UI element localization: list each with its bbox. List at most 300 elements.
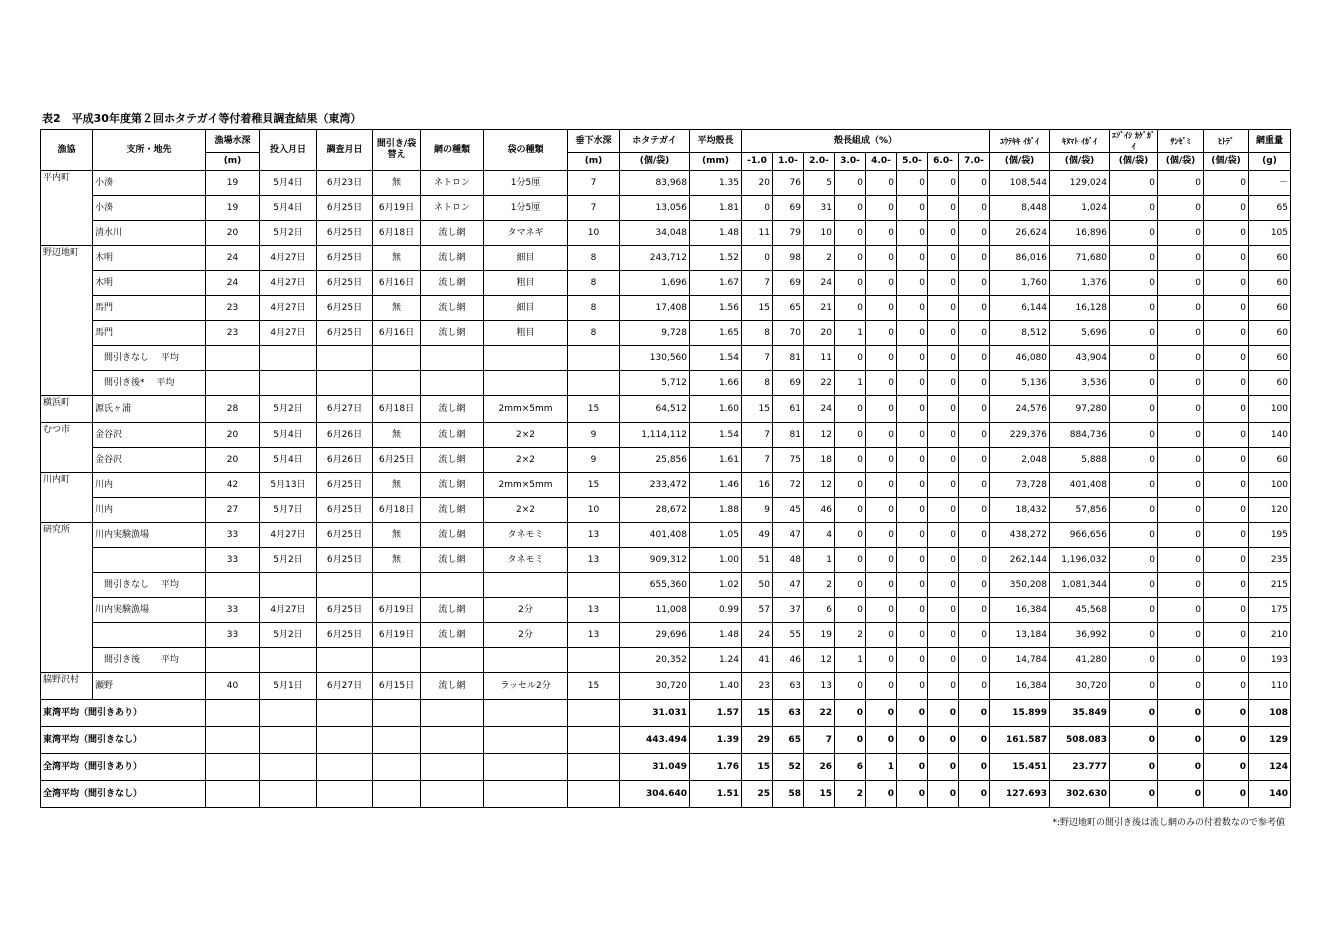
- summary-cell: 1.51: [690, 781, 742, 808]
- table-row: [41, 523, 1291, 548]
- table-cell: 60: [1249, 246, 1291, 271]
- summary-cell: 0: [959, 754, 990, 781]
- table-cell: 0: [1204, 648, 1249, 673]
- table-cell: 13: [568, 523, 620, 548]
- table-row: [41, 598, 1291, 623]
- summary-row: [41, 700, 1291, 727]
- table-cell: 76: [773, 171, 804, 196]
- table-cell: 1,114,112: [620, 423, 690, 448]
- table-cell: 4月27日: [260, 523, 317, 548]
- table-cell: 流し網: [421, 673, 484, 700]
- table-cell: 18,432: [990, 498, 1050, 523]
- empty-cell: [206, 781, 260, 808]
- table-cell: 1.66: [690, 371, 742, 396]
- table-cell: [484, 371, 568, 396]
- table-cell: 無: [373, 473, 421, 498]
- table-cell: 6月25日: [317, 623, 373, 648]
- table-cell: 25,856: [620, 448, 690, 473]
- summary-cell: 15: [742, 754, 773, 781]
- empty-cell: [373, 727, 421, 754]
- table-cell: 流し網: [421, 321, 484, 346]
- table-cell: 79: [773, 221, 804, 246]
- table-cell: 0: [897, 171, 928, 196]
- table-cell: 1.40: [690, 673, 742, 700]
- table-cell: 0: [1204, 296, 1249, 321]
- table-row: [41, 271, 1291, 296]
- table-cell: 6月25日: [317, 271, 373, 296]
- empty-cell: [421, 727, 484, 754]
- table-cell: 262,144: [990, 548, 1050, 573]
- empty-cell: [317, 700, 373, 727]
- table-cell: 175: [1249, 598, 1291, 623]
- table-row: [41, 673, 1291, 700]
- table-cell: 105: [1249, 221, 1291, 246]
- table-cell: 33: [206, 548, 260, 573]
- table-cell: 6月18日: [373, 221, 421, 246]
- table-cell: 流し網: [421, 473, 484, 498]
- table-cell: 0: [1204, 423, 1249, 448]
- table-cell: 6月25日: [317, 548, 373, 573]
- empty-cell: [206, 700, 260, 727]
- table-cell: 0: [866, 296, 897, 321]
- table-cell: 0: [959, 246, 990, 271]
- table-cell: 0: [928, 271, 959, 296]
- table-cell: 0: [959, 598, 990, 623]
- table-cell: 川内: [93, 473, 206, 498]
- table-row: [41, 423, 1291, 448]
- table-cell: 0: [1158, 648, 1204, 673]
- empty-cell: [317, 754, 373, 781]
- table-cell: 6月25日: [317, 321, 373, 346]
- empty-cell: [568, 781, 620, 808]
- table-cell: [421, 346, 484, 371]
- unit-species-3: (個/袋): [1110, 153, 1158, 171]
- table-cell: 0: [959, 296, 990, 321]
- table-cell: 438,272: [990, 523, 1050, 548]
- table-cell: 1,760: [990, 271, 1050, 296]
- table-cell: 流し網: [421, 523, 484, 548]
- table-cell: －: [1249, 171, 1291, 196]
- table-cell: 0: [1204, 573, 1249, 598]
- table-cell: 源氏ヶ浦: [93, 396, 206, 423]
- header-species-2: ｷﾇﾏﾄ ｲｶﾞｲ: [1050, 130, 1110, 153]
- table-cell: 0: [1158, 573, 1204, 598]
- table-cell: 28: [206, 396, 260, 423]
- bin-6: 6.0-: [928, 153, 959, 171]
- table-row: [41, 171, 1291, 196]
- summary-cell: 15.451: [990, 754, 1050, 781]
- table-cell: 1.35: [690, 171, 742, 196]
- unit-species-1: (個/袋): [990, 153, 1050, 171]
- footnote: *:野辺地町の間引き後は流し網のみの付着数なので参考値: [1052, 818, 1285, 828]
- table-cell: 6月23日: [317, 171, 373, 196]
- table-cell: 1: [835, 371, 866, 396]
- table-cell: 小湊: [93, 196, 206, 221]
- summary-cell: 140: [1249, 781, 1291, 808]
- table-row: [41, 498, 1291, 523]
- table-cell: 81: [773, 423, 804, 448]
- table-cell: 27: [206, 498, 260, 523]
- table-cell: 0: [835, 396, 866, 423]
- table-cell: 6月16日: [373, 321, 421, 346]
- table-cell: 0: [959, 648, 990, 673]
- table-cell: [317, 371, 373, 396]
- table-cell: [206, 573, 260, 598]
- table-row: [41, 246, 1291, 271]
- table-cell: 馬門: [93, 321, 206, 346]
- table-cell: 12: [804, 648, 835, 673]
- table-cell: 木明: [93, 246, 206, 271]
- table-cell: 57,856: [1050, 498, 1110, 523]
- table-cell: 0: [835, 523, 866, 548]
- table-cell: [93, 623, 206, 648]
- unit-suishin: (m): [206, 153, 260, 171]
- table-cell: 0: [866, 371, 897, 396]
- table-cell: 0: [928, 598, 959, 623]
- table-cell: 0: [1158, 321, 1204, 346]
- summary-cell: 127.693: [990, 781, 1050, 808]
- table-cell: 73,728: [990, 473, 1050, 498]
- table-cell: 7: [568, 171, 620, 196]
- table-cell: 1.24: [690, 648, 742, 673]
- table-cell: 0: [866, 673, 897, 700]
- table-cell: 0: [897, 221, 928, 246]
- header-species-5: ﾋﾄﾃﾞ: [1204, 130, 1249, 153]
- table-cell: 5月2日: [260, 221, 317, 246]
- table-cell: 1.48: [690, 623, 742, 648]
- table-cell: 0: [1110, 271, 1158, 296]
- table-cell: 8: [742, 371, 773, 396]
- table-cell: 0: [1158, 623, 1204, 648]
- summary-label: 全湾平均（間引きあり）: [41, 754, 206, 781]
- table-cell: 0: [897, 423, 928, 448]
- table-cell: 41,280: [1050, 648, 1110, 673]
- table-cell: 5月2日: [260, 396, 317, 423]
- table-cell: 0: [1204, 448, 1249, 473]
- table-cell: 129,024: [1050, 171, 1110, 196]
- summary-cell: 108: [1249, 700, 1291, 727]
- table-cell: 31: [804, 196, 835, 221]
- summary-cell: 0: [835, 727, 866, 754]
- table-cell: 19: [804, 623, 835, 648]
- table-cell: 0: [866, 498, 897, 523]
- summary-cell: 0: [835, 700, 866, 727]
- table-cell: 2分: [484, 598, 568, 623]
- table-cell: 0: [897, 196, 928, 221]
- table-cell: 川内実験漁場: [93, 598, 206, 623]
- table-cell: 24,576: [990, 396, 1050, 423]
- table-cell: 57: [742, 598, 773, 623]
- table-cell: 木明: [93, 271, 206, 296]
- table-cell: [260, 573, 317, 598]
- table-cell: 6月25日: [317, 523, 373, 548]
- table-cell: 流し網: [421, 623, 484, 648]
- table-cell: 細目: [484, 246, 568, 271]
- table-cell: 0: [1158, 673, 1204, 700]
- table-cell: 5月2日: [260, 548, 317, 573]
- unit-heikin: (mm): [690, 153, 742, 171]
- table-cell: 100: [1249, 396, 1291, 423]
- table-cell: 0: [742, 196, 773, 221]
- empty-cell: [373, 700, 421, 727]
- table-cell: 1.00: [690, 548, 742, 573]
- summary-cell: 0: [959, 781, 990, 808]
- table-cell: 8,448: [990, 196, 1050, 221]
- table-cell: [421, 573, 484, 598]
- table-cell: 41: [742, 648, 773, 673]
- table-cell: [568, 371, 620, 396]
- table-cell: 215: [1249, 573, 1291, 598]
- table-cell: 23: [206, 321, 260, 346]
- table-cell: 1.46: [690, 473, 742, 498]
- summary-cell: 31.031: [620, 700, 690, 727]
- table-cell: 23: [206, 296, 260, 321]
- table-cell: 21: [804, 296, 835, 321]
- summary-label: 全湾平均（間引きなし）: [41, 781, 206, 808]
- table-row: [41, 396, 1291, 423]
- table-cell: 69: [773, 196, 804, 221]
- table-cell: 884,736: [1050, 423, 1110, 448]
- table-cell: 0: [835, 171, 866, 196]
- table-cell: 2mm×5mm: [484, 396, 568, 423]
- table-cell: 0: [1158, 271, 1204, 296]
- table-cell: 0: [1158, 171, 1204, 196]
- table-cell: [373, 371, 421, 396]
- table-cell: 0: [897, 271, 928, 296]
- table-row: [41, 648, 1291, 673]
- table-cell: 19: [206, 171, 260, 196]
- table-cell: 0: [835, 498, 866, 523]
- table-cell: 13: [568, 598, 620, 623]
- table-cell: 233,472: [620, 473, 690, 498]
- table-cell: 0: [928, 498, 959, 523]
- unit-hotate: (個/袋): [620, 153, 690, 171]
- table-cell: 10: [568, 498, 620, 523]
- table-cell: 0: [1110, 396, 1158, 423]
- table-cell: 0: [959, 271, 990, 296]
- summary-cell: 35.849: [1050, 700, 1110, 727]
- table-cell: 63: [773, 673, 804, 700]
- summary-row: [41, 727, 1291, 754]
- summary-cell: 0: [928, 781, 959, 808]
- table-cell: 51: [742, 548, 773, 573]
- table-cell: 0: [1110, 473, 1158, 498]
- table-cell: 16,128: [1050, 296, 1110, 321]
- table-cell: 50: [742, 573, 773, 598]
- table-cell: 0: [959, 346, 990, 371]
- table-cell: 1,196,032: [1050, 548, 1110, 573]
- table-cell: 0: [897, 648, 928, 673]
- summary-cell: 0: [1204, 700, 1249, 727]
- table-cell: 0: [897, 246, 928, 271]
- table-cell: 流し網: [421, 448, 484, 473]
- empty-cell: [260, 727, 317, 754]
- table-cell: 0: [1204, 346, 1249, 371]
- table-body: [41, 171, 1291, 808]
- table-cell: 7: [568, 196, 620, 221]
- table-cell: 川内: [93, 498, 206, 523]
- summary-cell: 0: [1158, 700, 1204, 727]
- table-cell: 15: [742, 396, 773, 423]
- table-cell: 1.02: [690, 573, 742, 598]
- table-row: [41, 573, 1291, 598]
- table-cell: 0: [928, 473, 959, 498]
- summary-cell: 0: [866, 781, 897, 808]
- table-cell: 0: [866, 648, 897, 673]
- table-cell: [373, 648, 421, 673]
- table-cell: 間引き後 平均: [93, 648, 206, 673]
- table-cell: 30,720: [1050, 673, 1110, 700]
- table-cell: 0: [1158, 523, 1204, 548]
- table-cell: 6月15日: [373, 673, 421, 700]
- table-cell: 0: [1110, 171, 1158, 196]
- table-cell: 流し網: [421, 396, 484, 423]
- bin-3: 3.0-: [835, 153, 866, 171]
- table-cell: 5: [804, 171, 835, 196]
- empty-cell: [317, 781, 373, 808]
- summary-row: [41, 781, 1291, 808]
- table-cell: 6月25日: [317, 598, 373, 623]
- table-cell: 0: [1158, 598, 1204, 623]
- table-cell: 24: [206, 246, 260, 271]
- summary-cell: 443.494: [620, 727, 690, 754]
- table-cell: 0: [1158, 296, 1204, 321]
- table-cell: 2×2: [484, 448, 568, 473]
- table-cell: 5,712: [620, 371, 690, 396]
- table-cell: 流し網: [421, 221, 484, 246]
- table-cell: 195: [1249, 523, 1291, 548]
- table-cell: 流し網: [421, 296, 484, 321]
- table-cell: 2: [804, 573, 835, 598]
- empty-cell: [484, 781, 568, 808]
- table-cell: 小湊: [93, 171, 206, 196]
- group-cell: 野辺地町: [41, 246, 93, 396]
- summary-cell: 0: [1204, 727, 1249, 754]
- table-cell: 7: [742, 346, 773, 371]
- table-cell: 0: [866, 473, 897, 498]
- table-cell: 48: [773, 548, 804, 573]
- empty-cell: [484, 754, 568, 781]
- table-cell: 2: [835, 623, 866, 648]
- table-cell: 0: [928, 396, 959, 423]
- table-cell: 粗目: [484, 321, 568, 346]
- table-cell: 0: [742, 246, 773, 271]
- summary-cell: 0: [1158, 754, 1204, 781]
- group-cell: 研究所: [41, 523, 93, 673]
- table-cell: 350,208: [990, 573, 1050, 598]
- table-cell: 0: [1158, 196, 1204, 221]
- table-cell: 6月27日: [317, 673, 373, 700]
- table-cell: 1,696: [620, 271, 690, 296]
- summary-cell: 23.777: [1050, 754, 1110, 781]
- summary-cell: 29: [742, 727, 773, 754]
- table-cell: タネモミ: [484, 548, 568, 573]
- empty-cell: [206, 754, 260, 781]
- bin-1: 1.0-: [773, 153, 804, 171]
- table-cell: 65: [1249, 196, 1291, 221]
- table-cell: 20: [206, 221, 260, 246]
- table-cell: 無: [373, 296, 421, 321]
- table-cell: 23: [742, 673, 773, 700]
- unit-suika: (m): [568, 153, 620, 171]
- table-cell: 1.65: [690, 321, 742, 346]
- table-cell: 0: [928, 321, 959, 346]
- table-cell: 1.67: [690, 271, 742, 296]
- table-cell: 0: [928, 196, 959, 221]
- table-cell: 0: [1204, 598, 1249, 623]
- bin-7: 7.0-: [959, 153, 990, 171]
- table-cell: 0: [1204, 271, 1249, 296]
- table-cell: 0: [928, 523, 959, 548]
- table-cell: 2×2: [484, 423, 568, 448]
- table-cell: 20: [206, 448, 260, 473]
- table-cell: 30,720: [620, 673, 690, 700]
- table-cell: 0: [835, 448, 866, 473]
- table-cell: 0: [928, 673, 959, 700]
- table-cell: 9: [742, 498, 773, 523]
- table-cell: 47: [773, 573, 804, 598]
- table-cell: 0: [866, 573, 897, 598]
- bin-2: 2.0-: [804, 153, 835, 171]
- table-cell: 0.99: [690, 598, 742, 623]
- table-cell: 0: [866, 321, 897, 346]
- table-cell: 8: [742, 321, 773, 346]
- table-cell: 0: [866, 346, 897, 371]
- table-cell: 細目: [484, 296, 568, 321]
- table-cell: 0: [897, 321, 928, 346]
- table-cell: 36,992: [1050, 623, 1110, 648]
- table-cell: 86,016: [990, 246, 1050, 271]
- table-cell: 0: [866, 396, 897, 423]
- table-cell: 210: [1249, 623, 1291, 648]
- table-cell: 0: [897, 573, 928, 598]
- table-cell: 無: [373, 171, 421, 196]
- table-cell: 無: [373, 423, 421, 448]
- table-cell: 71,680: [1050, 246, 1110, 271]
- table-cell: 0: [928, 371, 959, 396]
- summary-cell: 52: [773, 754, 804, 781]
- group-cell: 横浜町: [41, 396, 93, 423]
- table-cell: 0: [1110, 346, 1158, 371]
- table-cell: 0: [959, 448, 990, 473]
- table-cell: 235: [1249, 548, 1291, 573]
- table-cell: 0: [897, 548, 928, 573]
- table-cell: 金谷沢: [93, 423, 206, 448]
- table-cell: 0: [835, 423, 866, 448]
- table-cell: 5月4日: [260, 196, 317, 221]
- unit-species-5: (個/袋): [1204, 153, 1249, 171]
- empty-cell: [421, 781, 484, 808]
- table-cell: 75: [773, 448, 804, 473]
- summary-cell: 0: [928, 727, 959, 754]
- table-cell: 6月19日: [373, 598, 421, 623]
- summary-cell: 0: [1110, 700, 1158, 727]
- summary-cell: 302.630: [1050, 781, 1110, 808]
- table-cell: 0: [897, 523, 928, 548]
- summary-cell: 0: [1110, 754, 1158, 781]
- table-cell: 0: [1110, 371, 1158, 396]
- table-cell: [373, 573, 421, 598]
- empty-cell: [568, 700, 620, 727]
- table-cell: 0: [1110, 623, 1158, 648]
- table-cell: 43,904: [1050, 346, 1110, 371]
- table-cell: 0: [1110, 221, 1158, 246]
- table-cell: 0: [897, 673, 928, 700]
- table-cell: 5月1日: [260, 673, 317, 700]
- table-cell: 9,728: [620, 321, 690, 346]
- table-cell: 0: [897, 448, 928, 473]
- table-cell: 18: [804, 448, 835, 473]
